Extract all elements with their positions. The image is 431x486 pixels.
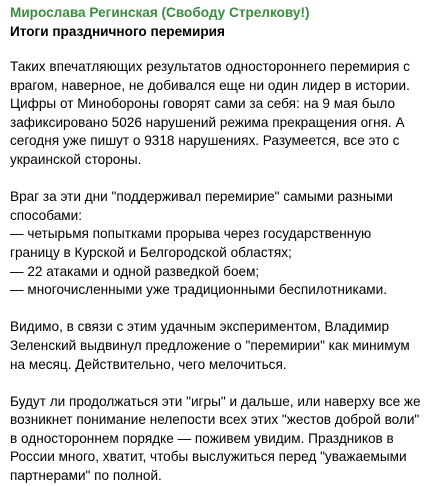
text-line: — многочисленными уже традиционными беспилотниками. [10,282,388,298]
text-line: — 22 атаками и одной разведкой боем; [10,263,260,279]
text-line: украинской стороны. [10,151,142,167]
text-line: Цифры от Минобороны говорят сами за себя: на 9 мая было [10,96,396,112]
text-line: врагом, наверное, не добивался еще ни один лидер в истории. [10,77,410,93]
text-line: зафиксировано 5026 нарушений режима прекращения огня. А [10,114,405,130]
text-line: России много, хватит, чтобы выслужиться перед "уважаемыми [10,449,407,465]
text-line: Зеленский выдвинул предложение о "перемирии" как минимум [10,337,410,353]
author-name[interactable]: Мирослава Регинская (Свободу Стрелкову!) [10,5,310,20]
paragraph [10,318,423,374]
message-text [10,58,423,486]
text-line: на месяц. Действительно, чего мелочиться. [10,356,287,372]
paragraph [10,58,423,170]
text-line: способами: [10,207,82,223]
post-title: Итоги праздничного перемирия [10,24,225,39]
paragraph [10,188,423,300]
text-line: — четырьмя попытками прорыва через государственную [10,226,372,242]
paragraph [10,393,423,486]
text-line: в одностороннем порядке — поживем увидим. Праздников в [10,430,394,446]
text-line: сегодня уже пишут о 9318 нарушениях. Разумеется, все это с [10,133,400,149]
text-line: партнерами" по полной. [10,468,162,484]
text-line: Будут ли продолжаться эти "игры" и дальше, или наверху все же [10,393,421,409]
text-line: Видимо, в связи с этим удачным экспериментом, Владимир [10,319,390,335]
text-line: Таких впечатляющих результатов одностороннего перемирия с [10,59,410,74]
text-line: границу в Курской и Белгородской областях; [10,244,292,260]
text-line: Враг за эти дни "поддерживал перемирие" самыми разными [10,189,393,205]
text-line: возникнет понимание нелепости всех этих "жестов доброй воли" [10,412,420,428]
